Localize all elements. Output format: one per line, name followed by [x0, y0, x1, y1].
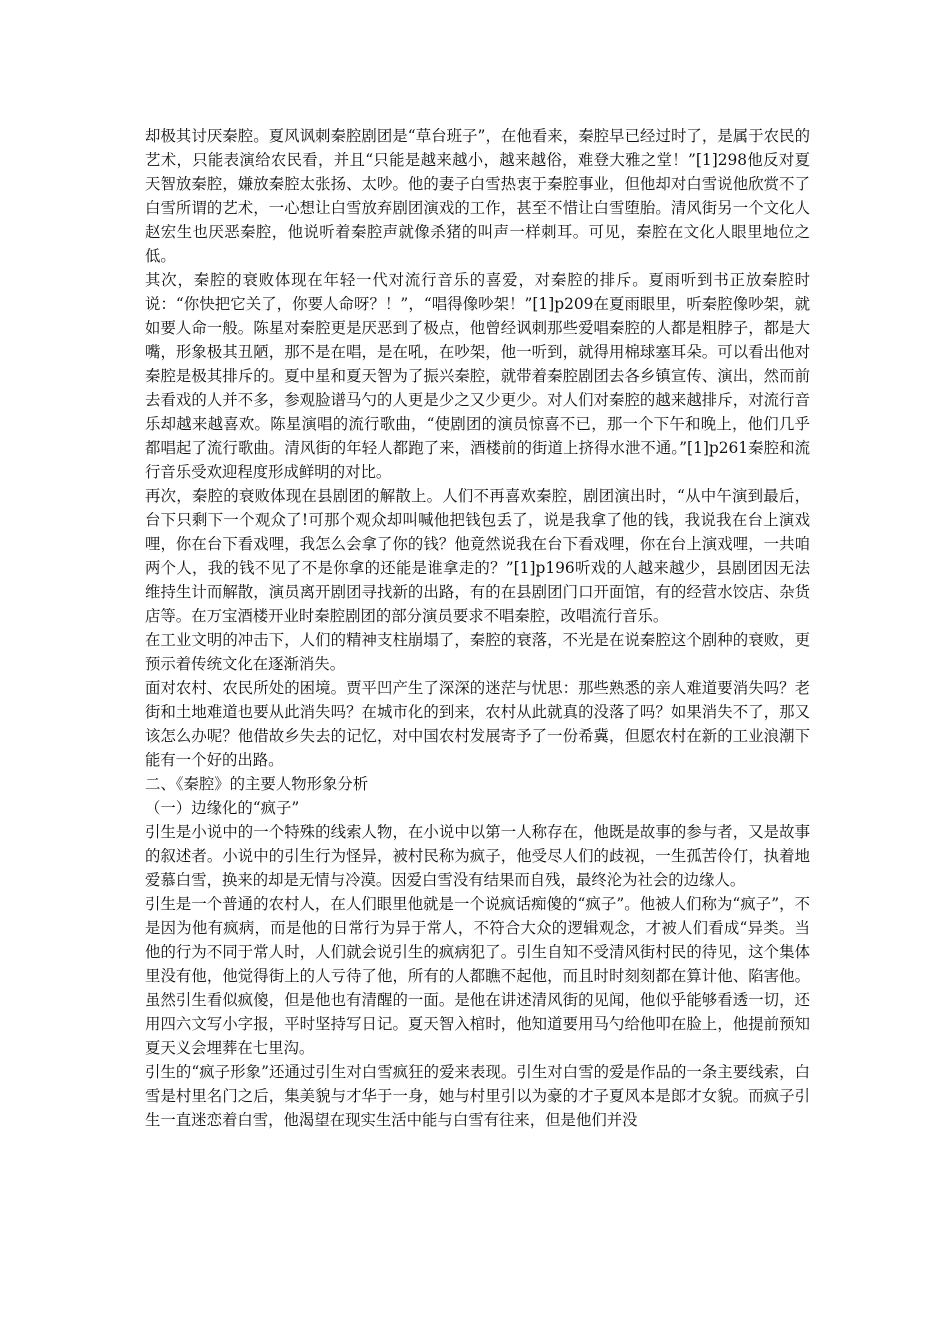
paragraph-industrial-impact: 在工业文明的冲击下，人们的精神支柱崩塌了，秦腔的衰落，不光是在说秦腔这个剧种的衰败，更预示着传统文化在逐渐消失。: [145, 631, 810, 673]
document-page: [145, 124, 810, 1132]
section-heading: 二、《秦腔》的主要人物形象分析: [145, 775, 369, 793]
paragraph-rural-plight: 面对农村、农民所处的困境。贾平凹产生了深深的迷茫与忧思：那些熟悉的亲人难道要消失吗？老街和土地难道也要从此消失吗？在城市化的到来，农村从此就真的没落了吗？如果消失不了，那又该怎么办呢？他借故乡失去的记忆，对中国农村发展寄予了一份希冀，但愿农村在新的工业浪潮下能有一个好的出路。: [145, 679, 810, 769]
paragraph-yinsheng-love: 引生的“疯子形象”还通过引生对白雪疯狂的爱来表现。引生对白雪的爱是作品的一条主要线索，白雪是村里名门之后，集美貌与才华于一身，她与村里引以为豪的才子夏风本是郎才女貌。而疯子引生一直迷恋着白雪，他渴望在现实生活中能与白雪有往来，但是他们并没: [145, 1063, 810, 1129]
paragraph-yinsheng-intro: 引生是小说中的一个特殊的线索人物，在小说中以第一人称存在，他既是故事的参与者，又是故事的叙述者。小说中的引生行为怪异，被村民称为疯子，他受尽人们的歧视，一生孤苦伶仃，执着地爱慕白雪，换来的却是无情与冷漠。因爱白雪没有结果而自残，最终沦为社会的边缘人。: [145, 823, 810, 889]
subsection-heading: （一）边缘化的“疯子”: [145, 799, 300, 817]
paragraph-literati-disdain: 却极其讨厌秦腔。夏风讽刺秦腔剧团是“草台班子”，在他看来，秦腔早已经过时了，是属于农民的艺术，只能表演给农民看，并且“只能是越来越小，越来越俗，难登大雅之堂！”[1]298他反对夏天智放秦腔，嫌放秦腔太张扬、太吵。他的妻子白雪热衷于秦腔事业，但他却对白雪说他欣赏不了白雪所谓的艺术，一心想让白雪放弃剧团演戏的工作，甚至不惜让白雪堕胎。清风街另一个文化人赵宏生也厌恶秦腔，他说听着秦腔声就像杀猪的叫声一样刺耳。可见，秦腔在文化人眼里地位之低。: [145, 127, 810, 265]
paragraph-youth-pop-music: 其次，秦腔的衰败体现在年轻一代对流行音乐的喜爱，对秦腔的排斥。夏雨听到书正放秦腔时说：“你快把它关了，你要人命呀？！”，“唱得像吵架！”[1]p209在夏雨眼里，听秦腔像吵架，就如要人命一般。陈星对秦腔更是厌恶到了极点，他曾经讽刺那些爱唱秦腔的人都是粗脖子，都是大嘴，形象极其丑陋，那不是在唱，是在吼，在吵架，他一听到，就得用棉球塞耳朵。可以看出他对秦腔是极其排斥的。夏中星和夏天智为了振兴秦腔，就带着秦腔剧团去各乡镇宣传、演出，然而前去看戏的人并不多，参观脸谱马勺的人更是少之又少更少。对人们对秦腔的越来越排斥，对流行音乐却越来越喜欢。陈星演唱的流行歌曲，“使剧团的演员惊喜不已，那一个下午和晚上，他们几乎都唱起了流行歌曲。清风街的年轻人都跑了来，酒楼前的街道上挤得水泄不通。”[1]p261秦腔和流行音乐受欢迎程度形成鲜明的对比。: [145, 271, 810, 481]
paragraph-yinsheng-madman: 引生是一个普通的农村人，在人们眼里他就是一个说疯话痴傻的“疯子”。他被人们称为“疯子”，不是因为他有疯病，而是他的日常行为异于常人，不符合大众的逻辑观念，才被人们看成“异类。当他的行为不同于常人时，人们就会说引生的疯病犯了。引生自知不受清风街村民的待见，这个集体里没有他，他觉得街上的人亏待了他，所有的人都瞧不起他，而且时时刻刻都在算计他、陷害他。虽然引生看似疯傻，但是他也有清醒的一面。是他在讲述清风街的见闻，他似乎能够看透一切，还用四六文写小字报，平时坚持写日记。夏天智入棺时，他知道要用马勺给他叩在脸上，他提前预知夏天义会埋葬在七里沟。: [145, 895, 810, 1057]
paragraph-troupe-dissolution: 再次，秦腔的衰败体现在县剧团的解散上。人们不再喜欢秦腔，剧团演出时，“从中午演到最后，台下只剩下一个观众了!可那个观众却叫喊他把钱包丢了，说是我拿了他的钱，我说我在台上演戏哩，你在台下看戏哩，我怎么会拿了你的钱？他竟然说我在台下看戏哩，你在台上演戏哩，一共咱两个人，我的钱不见了不是你拿的还能是谁拿走的？”[1]p196听戏的人越来越少，县剧团因无法维持生计而解散，演员离开剧团寻找新的出路，有的在县剧团门口开面馆，有的经营水饺店、杂货店等。在万宝酒楼开业时秦腔剧团的部分演员要求不唱秦腔，改唱流行音乐。: [145, 487, 810, 625]
